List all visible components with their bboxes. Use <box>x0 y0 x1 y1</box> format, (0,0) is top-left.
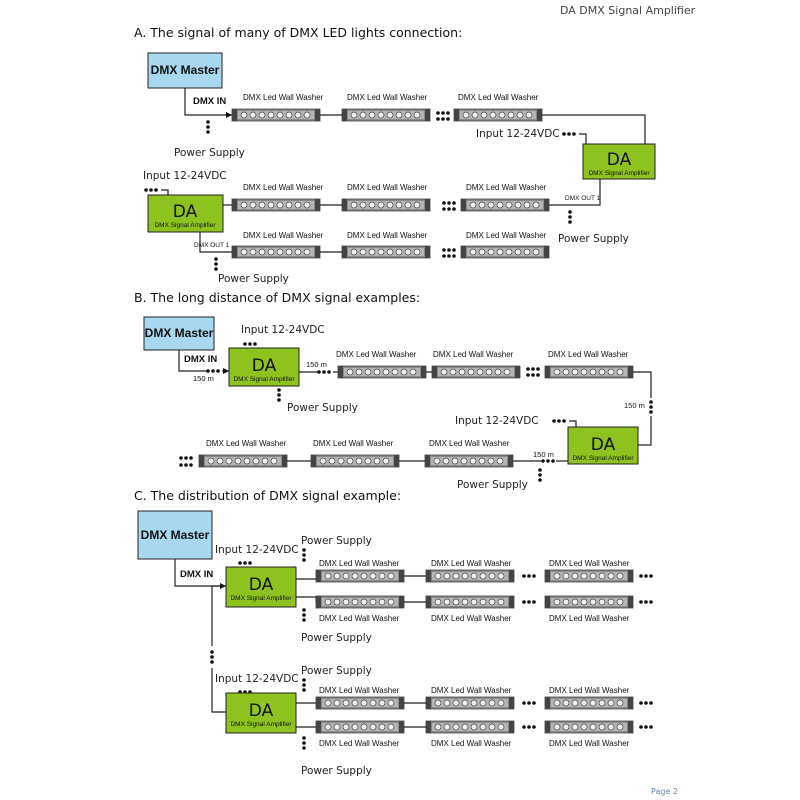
distance-label: 150 m <box>533 450 554 459</box>
section-c-title: C. The distribution of DMX signal example: <box>134 488 402 503</box>
amplifier-subtitle: DMX Signal Amplifier <box>154 222 216 229</box>
dmx-in-label: DMX IN <box>180 569 214 580</box>
washer-label: DMX Led Wall Washer <box>431 614 512 623</box>
washer-label: DMX Led Wall Washer <box>319 739 400 748</box>
input-voltage-label: Input 12-24VDC <box>455 415 539 427</box>
input-voltage-label: Input 12-24VDC <box>215 544 299 556</box>
input-voltage-label: Input 12-24VDC <box>241 324 325 336</box>
led-wall-washer <box>338 366 426 378</box>
led-wall-washer <box>545 570 633 582</box>
power-supply-label: Power Supply <box>457 479 528 491</box>
power-supply-label: Power Supply <box>301 535 372 547</box>
amplifier-title: DA <box>590 435 616 455</box>
washer-label: DMX Led Wall Washer <box>549 686 630 695</box>
washer-label: DMX Led Wall Washer <box>336 350 417 359</box>
washer-label: DMX Led Wall Washer <box>313 439 394 448</box>
led-wall-washer <box>426 570 514 582</box>
washer-label: DMX Led Wall Washer <box>458 93 539 102</box>
washer-label: DMX Led Wall Washer <box>431 559 512 568</box>
washer-label: DMX Led Wall Washer <box>243 231 324 240</box>
washer-label: DMX Led Wall Washer <box>431 739 512 748</box>
dmx-out-label: DMX OUT 1 <box>565 195 601 202</box>
section-b-title: B. The long distance of DMX signal examples: <box>134 290 421 305</box>
header-title: DA DMX Signal Amplifier <box>560 4 696 17</box>
amplifier-title: DA <box>251 356 277 376</box>
washer-label: DMX Led Wall Washer <box>347 231 428 240</box>
washer-label: DMX Led Wall Washer <box>431 686 512 695</box>
led-wall-washer <box>199 455 287 467</box>
led-wall-washer <box>316 697 404 709</box>
section-a-title: A. The signal of many of DMX LED lights connection: <box>134 25 463 40</box>
input-voltage-label: Input 12-24VDC <box>143 170 227 182</box>
led-wall-washer <box>426 596 514 608</box>
washer-label: DMX Led Wall Washer <box>319 614 400 623</box>
washer-label: DMX Led Wall Washer <box>429 439 510 448</box>
amplifier-title: DA <box>248 701 274 721</box>
amplifier-subtitle: DMX Signal Amplifier <box>233 376 295 383</box>
led-wall-washer <box>342 246 430 258</box>
input-voltage-label: Input 12-24VDC <box>476 128 560 140</box>
led-wall-washer <box>545 697 633 709</box>
page-number: Page 2 <box>651 787 678 796</box>
amplifier-title: DA <box>606 150 632 170</box>
amplifier-subtitle: DMX Signal Amplifier <box>230 595 292 602</box>
dmx-out-label: DMX OUT 1 <box>194 242 230 249</box>
distance-label: 150 m <box>624 401 645 410</box>
led-wall-washer <box>316 721 404 733</box>
amplifier-subtitle: DMX Signal Amplifier <box>230 721 292 728</box>
amplifier-title: DA <box>248 575 274 595</box>
power-supply-label: Power Supply <box>301 765 372 777</box>
washer-label: DMX Led Wall Washer <box>549 614 630 623</box>
led-wall-washer <box>311 455 399 467</box>
dmx-in-label: DMX IN <box>184 354 218 365</box>
led-wall-washer <box>342 199 430 211</box>
washer-label: DMX Led Wall Washer <box>243 183 324 192</box>
led-wall-washer <box>316 596 404 608</box>
amplifier-title: DA <box>172 202 198 222</box>
led-wall-washer <box>425 455 513 467</box>
washer-label: DMX Led Wall Washer <box>347 93 428 102</box>
led-wall-washer <box>426 721 514 733</box>
washer-label: DMX Led Wall Washer <box>466 231 547 240</box>
power-supply-label: Power Supply <box>218 273 289 285</box>
led-wall-washer <box>461 246 549 258</box>
washer-label: DMX Led Wall Washer <box>319 686 400 695</box>
washer-label: DMX Led Wall Washer <box>206 439 287 448</box>
washer-label: DMX Led Wall Washer <box>433 350 514 359</box>
led-wall-washer <box>342 109 430 121</box>
input-voltage-label: Input 12-24VDC <box>215 673 299 685</box>
power-supply-label: Power Supply <box>301 665 372 677</box>
led-wall-washer <box>461 199 549 211</box>
distance-label: 150 m <box>193 374 214 383</box>
washer-label: DMX Led Wall Washer <box>466 183 547 192</box>
led-wall-washer <box>545 366 633 378</box>
amplifier-subtitle: DMX Signal Amplifier <box>588 170 650 177</box>
power-supply-label: Power Supply <box>558 233 629 245</box>
led-wall-washer <box>426 697 514 709</box>
power-supply-label: Power Supply <box>174 147 245 159</box>
dmx-master-label: DMX Master <box>140 528 210 542</box>
led-wall-washer <box>545 596 633 608</box>
power-supply-label: Power Supply <box>287 402 358 414</box>
washer-label: DMX Led Wall Washer <box>549 739 630 748</box>
washer-label: DMX Led Wall Washer <box>243 93 324 102</box>
washer-label: DMX Led Wall Washer <box>347 183 428 192</box>
led-wall-washer <box>316 570 404 582</box>
dmx-master-label: DMX Master <box>144 326 214 340</box>
led-wall-washer <box>232 246 320 258</box>
led-wall-washer <box>454 109 542 121</box>
distance-label: 150 m <box>306 360 327 369</box>
power-supply-label: Power Supply <box>301 632 372 644</box>
dmx-in-label: DMX IN <box>193 96 227 107</box>
led-wall-washer <box>232 109 320 121</box>
led-wall-washer <box>545 721 633 733</box>
led-wall-washer <box>432 366 520 378</box>
washer-label: DMX Led Wall Washer <box>319 559 400 568</box>
washer-label: DMX Led Wall Washer <box>548 350 629 359</box>
amplifier-subtitle: DMX Signal Amplifier <box>572 455 634 462</box>
led-wall-washer <box>232 199 320 211</box>
washer-label: DMX Led Wall Washer <box>549 559 630 568</box>
dmx-master-label: DMX Master <box>150 63 220 77</box>
